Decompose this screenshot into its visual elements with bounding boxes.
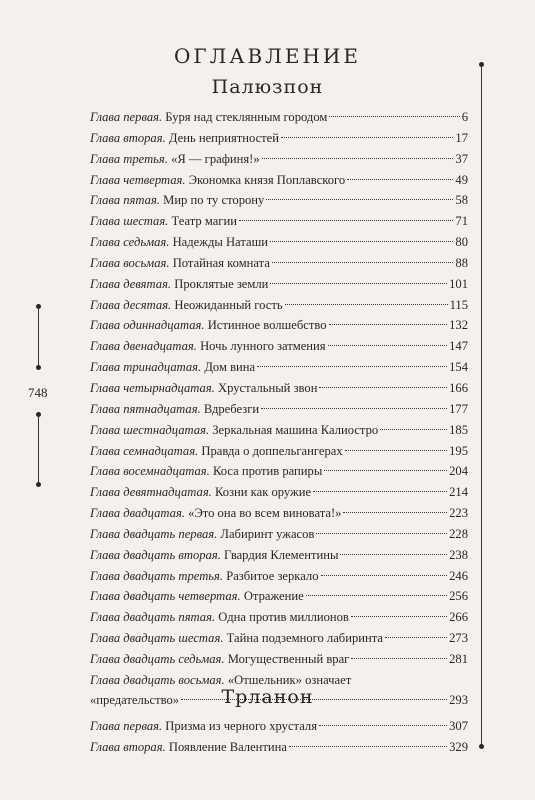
toc-entry[interactable] <box>90 107 468 128</box>
page-ref: 228 <box>449 526 468 541</box>
chapter-title: Дом вина <box>204 360 256 375</box>
chapter-number: Глава семнадцатая. <box>90 443 199 458</box>
toc-entry[interactable] <box>90 628 468 649</box>
toc-entry[interactable] <box>90 524 468 545</box>
page-ref: 329 <box>449 739 468 754</box>
chapter-title: Разбитое зеркало <box>226 568 319 583</box>
chapter-number: Глава шестнадцатая. <box>90 422 210 437</box>
chapter-number: Глава вторая. <box>90 130 166 145</box>
page-ref: 166 <box>449 380 468 395</box>
ornament-right-dot-bottom <box>479 744 484 749</box>
chapter-title: Лабиринт ужасов <box>220 526 315 541</box>
chapter-title-part-1: «Отшельник» означает <box>227 672 352 687</box>
chapter-title: Ночь лунного затмения <box>200 339 326 354</box>
dot-leader <box>313 491 447 492</box>
dot-leader <box>347 179 453 180</box>
dot-leader <box>239 220 453 221</box>
chapter-number: Глава тринадцатая. <box>90 360 202 375</box>
page-ref: 195 <box>449 443 468 458</box>
dot-leader <box>270 283 447 284</box>
chapter-number: Глава седьмая. <box>90 235 170 250</box>
chapter-title: Появление Валентина <box>168 739 287 754</box>
page-ref: 177 <box>449 401 468 416</box>
page-ref: 293 <box>449 693 468 708</box>
chapter-number: Глава десятая. <box>90 297 172 312</box>
chapter-number: Глава шестая. <box>90 214 169 229</box>
dot-leader <box>270 241 453 242</box>
chapter-number: Глава девятая. <box>90 276 172 291</box>
dot-leader <box>262 158 454 159</box>
toc-entry[interactable] <box>90 274 468 295</box>
page-ref: 185 <box>449 422 468 437</box>
dot-leader <box>329 116 459 117</box>
toc-entry[interactable] <box>90 295 468 316</box>
dot-leader <box>319 725 447 726</box>
page-ref: 266 <box>449 610 468 625</box>
chapter-title: День неприятностей <box>168 130 280 145</box>
dot-leader <box>261 408 447 409</box>
toc-entry[interactable] <box>90 232 468 253</box>
dot-leader <box>345 450 447 451</box>
chapter-title: Гвардия Клементины <box>224 547 339 562</box>
toc-entry[interactable] <box>90 378 468 399</box>
toc-entry[interactable] <box>90 149 468 170</box>
dot-leader <box>329 324 448 325</box>
chapter-title: Хрустальный звон <box>217 380 318 395</box>
page-ref: 37 <box>455 151 468 166</box>
chapter-title: Экономка князя Поплавского <box>188 172 346 187</box>
chapter-title: Коса против рапиры <box>212 464 323 479</box>
chapter-number: Глава первая. <box>90 110 163 124</box>
chapter-number: Глава двадцать восьмая. <box>90 672 225 687</box>
dot-leader <box>324 470 447 471</box>
chapter-title: Правда о доппельгангерах <box>201 443 343 458</box>
dot-leader <box>289 746 447 747</box>
chapter-title: Зеркальная машина Калиостро <box>212 422 379 437</box>
chapter-number: Глава двадцать третья. <box>90 568 224 583</box>
chapter-number: Глава девятнадцатая. <box>90 485 212 500</box>
chapter-title: Вдребезги <box>203 401 260 416</box>
chapter-title: Тайна подземного лабиринта <box>226 631 383 646</box>
ornament-dot-mid <box>36 365 41 370</box>
chapter-number: Глава двенадцатая. <box>90 339 197 354</box>
page-ref: 246 <box>449 568 468 583</box>
page-ref: 49 <box>455 172 468 187</box>
page-ref: 147 <box>449 339 468 354</box>
toc-entry[interactable] <box>90 399 468 420</box>
page-ref: 6 <box>461 110 468 124</box>
part-title-1: Палюзпон <box>211 76 324 98</box>
ornament-dot-bottom <box>36 482 41 487</box>
page-ref: 204 <box>449 464 468 479</box>
page-ref: 256 <box>449 589 468 604</box>
dot-leader <box>316 533 447 534</box>
toc-entry[interactable] <box>90 461 468 482</box>
page-ref: 273 <box>449 631 468 646</box>
page-ref: 88 <box>455 255 468 270</box>
page-ref: 223 <box>449 506 468 521</box>
toc-entry[interactable] <box>90 607 468 628</box>
chapter-title: Истинное волшебство <box>207 318 327 333</box>
ornament-line-top <box>38 309 39 367</box>
chapter-title: Театр магии <box>171 214 237 229</box>
toc-part-1 <box>90 107 468 711</box>
chapter-number: Глава вторая. <box>90 739 166 754</box>
toc-entry[interactable] <box>90 716 468 737</box>
toc-entry[interactable] <box>90 649 468 670</box>
toc-entry[interactable] <box>90 170 468 191</box>
toc-entry[interactable] <box>90 190 468 211</box>
chapter-number: Глава двадцать шестая. <box>90 631 224 646</box>
page-ref: 154 <box>449 360 468 375</box>
chapter-number: Глава пятая. <box>90 193 160 208</box>
page-ref: 115 <box>449 297 468 312</box>
toc-entry[interactable] <box>90 586 468 607</box>
dot-leader <box>285 304 448 305</box>
chapter-number: Глава двадцать седьмая. <box>90 651 225 666</box>
part-title-2: Трланон <box>221 686 314 708</box>
toc-entry[interactable] <box>90 128 468 149</box>
dot-leader <box>340 554 447 555</box>
toc-entry[interactable] <box>90 315 468 336</box>
chapter-number: Глава одиннадцатая. <box>90 318 205 333</box>
toc-entry[interactable] <box>90 253 468 274</box>
chapter-title-part-2: «предательство» <box>90 693 180 708</box>
dot-leader <box>385 637 447 638</box>
chapter-number: Глава четырнадцатая. <box>90 380 215 395</box>
chapter-number: Глава третья. <box>90 151 168 166</box>
toc-entry[interactable] <box>90 441 468 462</box>
dot-leader <box>281 137 453 138</box>
page-ref: 58 <box>455 193 468 208</box>
dot-leader <box>328 345 448 346</box>
dot-leader <box>351 658 447 659</box>
page-ref: 214 <box>449 485 468 500</box>
dot-leader <box>306 595 447 596</box>
dot-leader <box>257 366 447 367</box>
toc-entry[interactable] <box>90 482 468 503</box>
toc-entry[interactable] <box>90 420 468 441</box>
toc-entry[interactable] <box>90 503 468 524</box>
chapter-title: Проклятые земли <box>174 276 269 291</box>
chapter-title: Козни как оружие <box>215 485 312 500</box>
chapter-number: Глава восьмая. <box>90 255 170 270</box>
page-ref: 17 <box>455 130 468 145</box>
dot-leader <box>351 616 447 617</box>
page-ref: 132 <box>449 318 468 333</box>
toc-part-2 <box>90 716 468 758</box>
chapter-title: «Это она во всем виновата!» <box>188 506 342 521</box>
chapter-number: Глава первая. <box>90 719 163 733</box>
chapter-number: Глава четвертая. <box>90 172 186 187</box>
dot-leader <box>343 512 447 513</box>
chapter-title: Призма из черного хрусталя <box>165 719 317 733</box>
chapter-number: Глава двадцать четвертая. <box>90 589 241 604</box>
chapter-title: «Я — графиня!» <box>171 151 260 166</box>
page-ref: 238 <box>449 547 468 562</box>
chapter-title: Потайная комната <box>172 255 270 270</box>
chapter-title: Отражение <box>243 589 304 604</box>
page-ref: 80 <box>455 235 468 250</box>
toc-entry[interactable] <box>90 336 468 357</box>
ornament-right-line <box>481 66 482 746</box>
chapter-number: Глава двадцать вторая. <box>90 547 221 562</box>
chapter-number: Глава восемнадцатая. <box>90 464 210 479</box>
toc-entry[interactable] <box>90 737 468 758</box>
page-number: 748 <box>28 385 48 400</box>
toc-entry[interactable] <box>90 357 468 378</box>
toc-entry[interactable] <box>90 545 468 566</box>
dot-leader <box>272 262 453 263</box>
chapter-title: Мир по ту сторону <box>163 193 265 208</box>
chapter-title: Могущественный враг <box>227 651 350 666</box>
chapter-title: Одна против миллионов <box>218 610 349 625</box>
chapter-title: Надежды Наташи <box>172 235 269 250</box>
contents-heading: ОГЛАВЛЕНИЕ <box>174 44 361 68</box>
toc-entry[interactable] <box>90 211 468 232</box>
page-ref: 101 <box>449 276 468 291</box>
page-ref: 307 <box>449 719 468 733</box>
dot-leader <box>380 429 447 430</box>
chapter-number: Глава пятнадцатая. <box>90 401 201 416</box>
toc-entry[interactable] <box>90 566 468 587</box>
chapter-number: Глава двадцатая. <box>90 506 185 521</box>
chapter-number: Глава двадцать первая. <box>90 526 218 541</box>
chapter-title: Буря над стеклянным городом <box>165 110 328 124</box>
ornament-line-bottom <box>38 415 39 483</box>
dot-leader <box>319 387 447 388</box>
page-ref: 281 <box>449 651 468 666</box>
chapter-number: Глава двадцать пятая. <box>90 610 216 625</box>
page-ref: 71 <box>455 214 468 229</box>
chapter-title: Неожиданный гость <box>174 297 283 312</box>
dot-leader <box>321 575 448 576</box>
dot-leader <box>266 199 453 200</box>
